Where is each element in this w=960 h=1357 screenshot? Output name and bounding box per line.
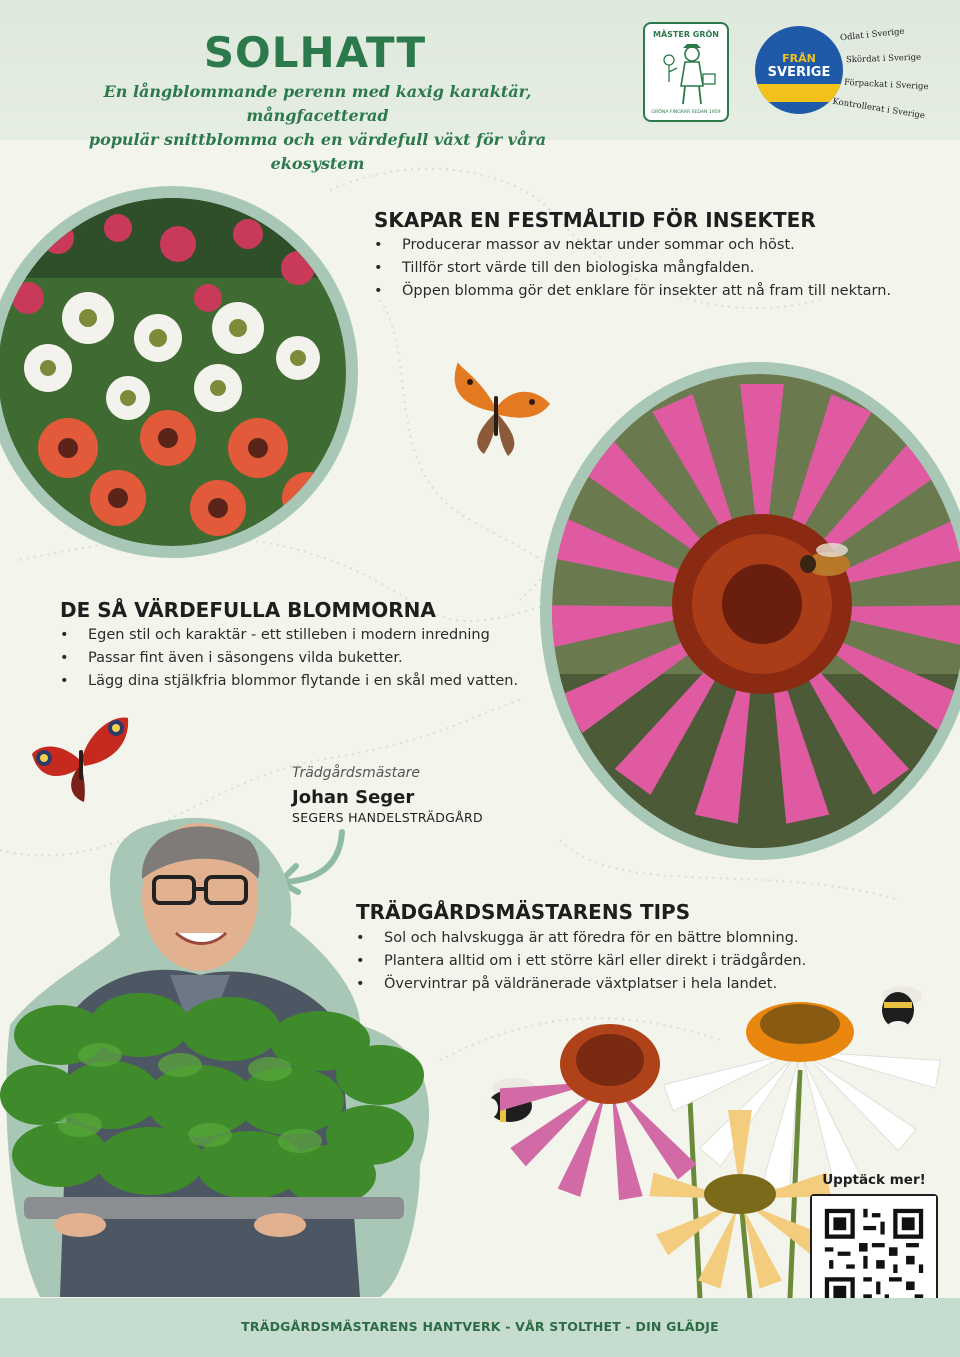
section-title-tips: TRÄDGÅRDSMÄSTARENS TIPS xyxy=(356,900,691,924)
subtitle-line-2: populär snittblomma och en värdefull växt för våra ekosystem xyxy=(88,130,547,173)
fran-sverige-stripe xyxy=(755,84,843,102)
list-item: • Öppen blomma gör det enklare för insekter att nå fram till nektarn. xyxy=(374,280,891,303)
master-gron-logo-name: MÄSTER GRÖN xyxy=(652,30,719,39)
gardener-figure-icon xyxy=(659,42,717,108)
qr-label: Upptäck mer! xyxy=(822,1172,926,1188)
tips-bullet-list xyxy=(356,927,806,996)
list-item: • Övervintrar på väldränerade växtplatser i hela landet. xyxy=(356,973,806,996)
insects-bullet-list xyxy=(374,234,891,303)
mixed-coneflowers-photo xyxy=(0,186,358,558)
subtitle-line-1: En långblommande perenn med kaxig karaktär, mångfacetterad xyxy=(103,82,532,125)
claim-kontrollerat: Kontrollerat i Sverige xyxy=(831,96,926,122)
gardener-photo xyxy=(0,805,440,1305)
list-item: • Producerar massor av nektar under sommar och höst. xyxy=(374,234,891,257)
footer-slogan: TRÄDGÅRDSMÄSTARENS HANTVERK - VÅR STOLTHET - DIN GLÄDJE xyxy=(241,1319,719,1334)
section-title-insects: SKAPAR EN FESTMÅLTID FÖR INSEKTER xyxy=(374,208,816,232)
page-title: SOLHATT xyxy=(203,28,427,77)
pink-coneflower-bee-photo xyxy=(540,362,960,860)
claim-skordat: Skördat i Sverige xyxy=(845,52,922,66)
fran-sverige-logo xyxy=(755,26,843,114)
fran-sverige-line-2: SVERIGE xyxy=(767,65,831,80)
tortoiseshell-butterfly-icon xyxy=(440,358,552,462)
claim-odlat: Odlat i Sverige xyxy=(839,26,906,44)
master-gron-logo-tagline: GRÖNA FINGRAR SEDAN 1959 xyxy=(651,110,721,115)
gardener-company: SEGERS HANDELSTRÄDGÅRD xyxy=(292,810,483,825)
list-item: • Sol och halvskugga är att föredra för en bättre blomning. xyxy=(356,927,806,950)
list-item: • Tillför stort värde till den biologiska mångfalden. xyxy=(374,257,891,280)
master-gron-logo xyxy=(643,22,729,122)
list-item: • Lägg dina stjälkfria blommor flytande i en skål med vatten. xyxy=(60,670,518,693)
peacock-butterfly-icon xyxy=(28,710,134,806)
list-item: • Egen stil och karaktär - ett stilleben i modern inredning xyxy=(60,624,518,647)
list-item: • Passar fint även i säsongens vilda buketter. xyxy=(60,647,518,670)
flowers-bullet-list xyxy=(60,624,518,693)
fran-sverige-line-1: FRÅN xyxy=(782,52,816,65)
page-subtitle xyxy=(40,80,595,176)
claim-forpackat: Förpackat i Sverige xyxy=(843,77,929,93)
gardener-role: Trädgårdsmästare xyxy=(292,765,421,781)
list-item: • Plantera alltid om i ett större kärl eller direkt i trädgården. xyxy=(356,950,806,973)
section-title-flowers: DE SÅ VÄRDEFULLA BLOMMORNA xyxy=(60,598,436,622)
gardener-name: Johan Seger xyxy=(292,787,415,808)
